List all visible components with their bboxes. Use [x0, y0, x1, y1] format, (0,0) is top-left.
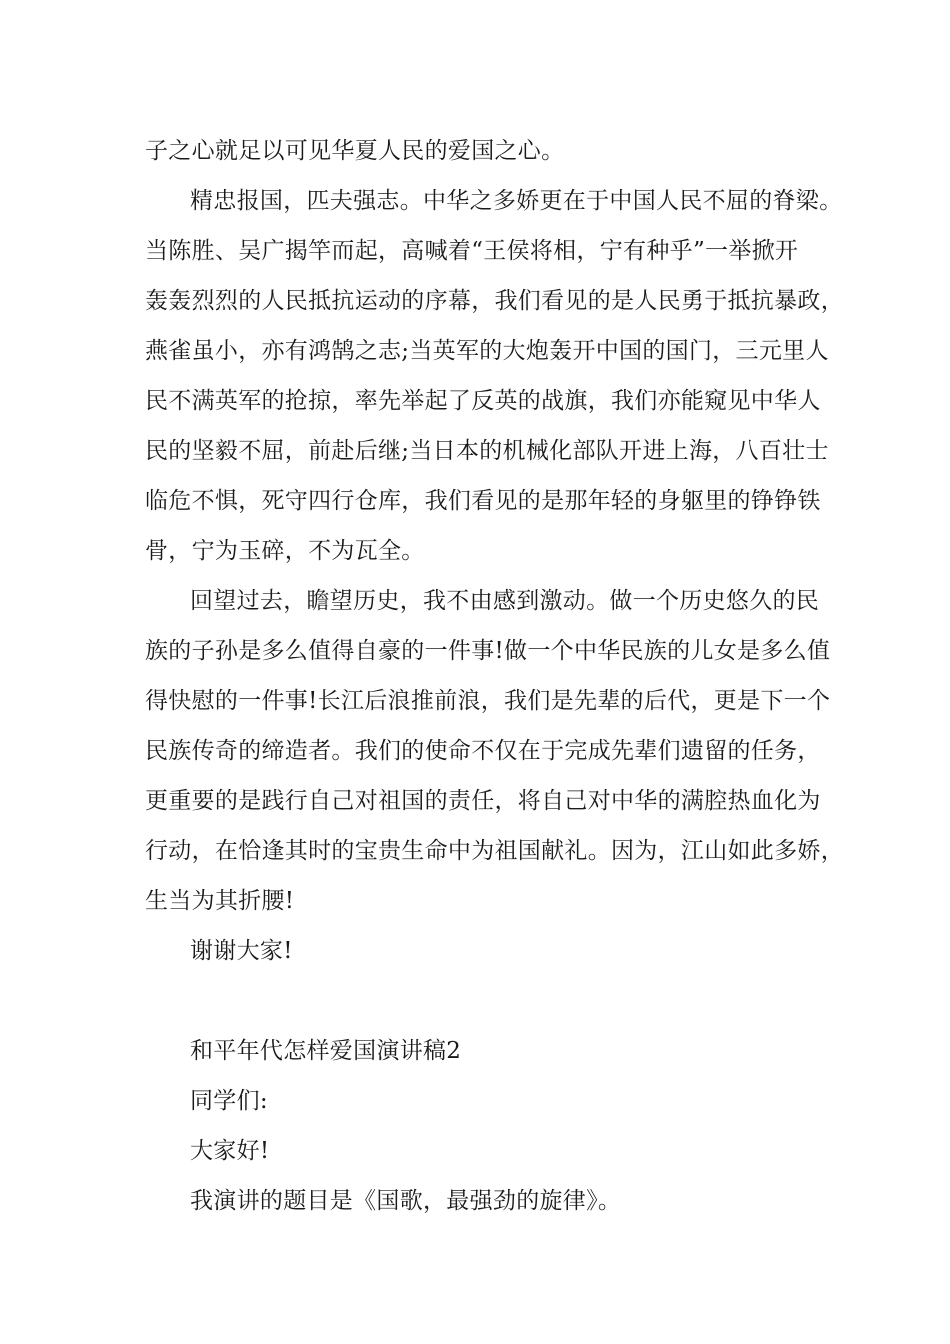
text-line: 燕雀虽小，亦有鸿鹄之志;当英军的大炮轰开中国的国门，三元里人 [145, 338, 829, 364]
text-line: 骨，宁为玉碎，不为瓦全。 [145, 538, 425, 564]
paragraph-start-line: 精忠报国，匹夫强志。中华之多娇更在于中国人民不屈的脊梁。 [190, 188, 843, 214]
text-line: 更重要的是践行自己对祖国的责任，将自己对中华的满腔热血化为 [145, 788, 821, 814]
speech-title-line: 我演讲的题目是《国歌，最强劲的旋律》。 [190, 1188, 622, 1214]
text-line: 民不满英军的抢掠，率先举起了反英的战旗，我们亦能窥见中华人 [145, 388, 821, 414]
text-line: 民的坚毅不屈，前赴后继;当日本的机械化部队开进上海，八百壮士 [145, 438, 829, 464]
closing-line: 谢谢大家! [190, 938, 293, 964]
text-line: 得快慰的一件事!长江后浪推前浪，我们是先辈的后代，更是下一个 [145, 688, 831, 714]
salutation-line: 同学们: [190, 1088, 268, 1114]
text-line: 子之心就足以可见华夏人民的爱国之心。 [145, 138, 565, 164]
text-line: 生当为其折腰! [145, 888, 295, 914]
text-line: 族的子孙是多么值得自豪的一件事!做一个中华民族的儿女是多么值 [145, 638, 831, 664]
text-line: 轰轰烈烈的人民抵抗运动的序幕，我们看见的是人民勇于抵抗暴政， [145, 288, 844, 314]
text-line: 临危不惧，死守四行仓库，我们看见的是那年轻的身躯里的铮铮铁 [145, 488, 821, 514]
section-heading: 和平年代怎样爱国演讲稿2 [190, 1038, 462, 1064]
text-line: 当陈胜、吴广揭竿而起，高喊着“王侯将相，宁有种乎”一举掀开 [145, 238, 799, 264]
paragraph-start-line: 回望过去，瞻望历史，我不由感到激动。做一个历史悠久的民 [190, 588, 820, 614]
text-line: 行动，在恰逢其时的宝贵生命中为祖国献礼。因为，江山如此多娇， [145, 838, 844, 864]
greeting-line: 大家好! [190, 1138, 270, 1164]
text-line: 民族传奇的缔造者。我们的使命不仅在于完成先辈们遗留的任务， [145, 738, 821, 764]
